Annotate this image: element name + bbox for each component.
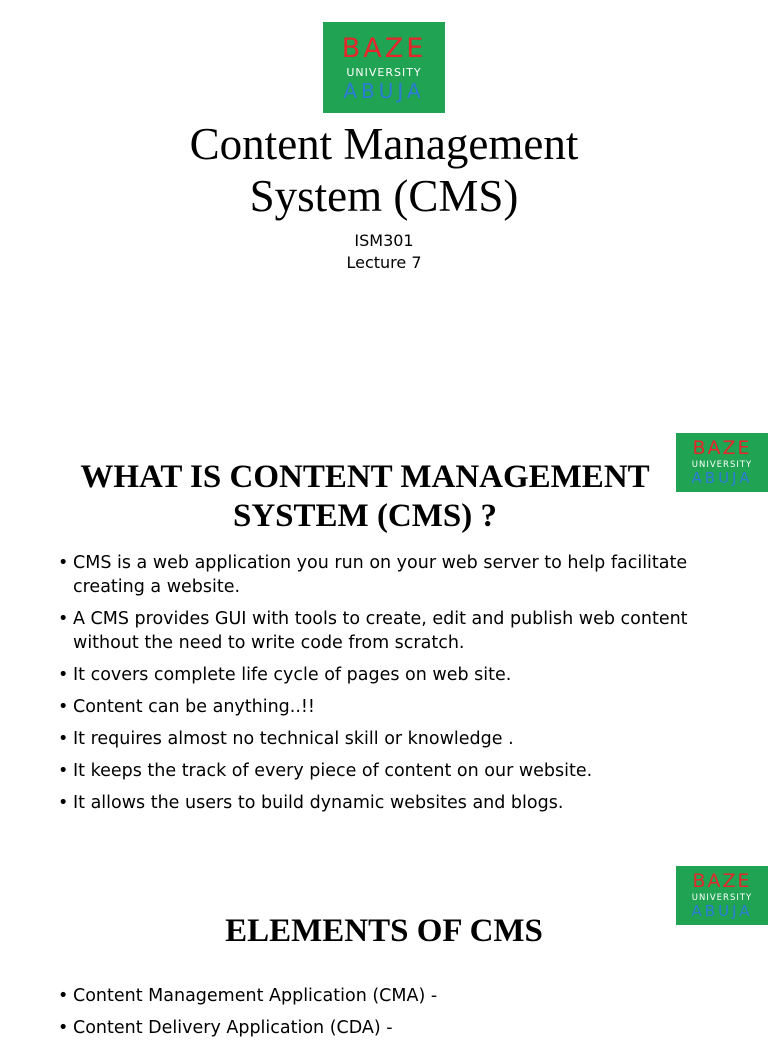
heading-line-1: WHAT IS CONTENT MANAGEMENT xyxy=(80,459,650,495)
list-item xyxy=(58,607,748,655)
list-item-text: It keeps the track of every piece of content on our website. xyxy=(73,761,593,781)
list-item-text: Content can be anything..!! xyxy=(73,697,315,717)
logo-abuja-text: ABUJA xyxy=(691,902,753,921)
list-item-text: It allows the users to build dynamic websites and blogs. xyxy=(73,793,564,813)
title-line-2: System (CMS) xyxy=(249,171,519,221)
slide-subtitle xyxy=(0,230,768,274)
slide-elements-of-cms xyxy=(0,840,768,1038)
lecture-number: Lecture 7 xyxy=(346,253,422,272)
list-item-text: It covers complete life cycle of pages on web site. xyxy=(73,665,512,685)
logo-baze-text: BAZE xyxy=(692,436,752,459)
bullet-icon: • xyxy=(58,1018,69,1038)
slide-what-is-cms xyxy=(0,410,768,840)
list-item xyxy=(58,663,748,687)
slide-title-heading xyxy=(0,118,768,222)
logo-abuja-text: ABUJA xyxy=(691,469,753,488)
bullet-list xyxy=(58,984,748,1048)
bullet-icon: • xyxy=(58,729,69,749)
list-item-text: Content Management Application (CMA) - xyxy=(73,986,438,1006)
list-item xyxy=(58,1016,748,1040)
bullet-icon: • xyxy=(58,609,69,629)
list-item xyxy=(58,984,748,1008)
slide-title xyxy=(0,0,768,410)
list-item xyxy=(58,727,748,751)
bullet-icon: • xyxy=(58,553,69,573)
list-item-text: It requires almost no technical skill or knowledge . xyxy=(73,729,514,749)
list-item xyxy=(58,551,748,599)
baze-university-logo xyxy=(323,22,445,113)
list-item-text: CMS is a web application you run on your web server to help facilitate creating a website. xyxy=(73,553,688,597)
course-code: ISM301 xyxy=(354,231,414,250)
logo-university-text: UNIVERSITY xyxy=(691,459,753,470)
bullet-list xyxy=(58,551,748,823)
bullet-icon: • xyxy=(58,793,69,813)
list-item-text: A CMS provides GUI with tools to create, edit and publish web content without the need to write code from scratch. xyxy=(73,609,688,653)
logo-baze-text: BAZE xyxy=(692,869,752,892)
slide-heading xyxy=(40,458,690,536)
title-line-1: Content Management xyxy=(189,119,579,169)
logo-university-text: UNIVERSITY xyxy=(346,65,422,79)
bullet-icon: • xyxy=(58,665,69,685)
list-item-text: Content Delivery Application (CDA) - xyxy=(73,1018,393,1038)
list-item xyxy=(58,759,748,783)
logo-university-text: UNIVERSITY xyxy=(691,892,753,903)
list-item xyxy=(58,695,748,719)
bullet-icon: • xyxy=(58,697,69,717)
bullet-icon: • xyxy=(58,761,69,781)
logo-baze-text: BAZE xyxy=(341,32,427,64)
list-item xyxy=(58,791,748,815)
bullet-icon: • xyxy=(58,986,69,1006)
logo-abuja-text: ABUJA xyxy=(343,78,425,103)
slide-heading: ELEMENTS OF CMS xyxy=(225,913,543,949)
heading-line-2: SYSTEM (CMS) ? xyxy=(232,498,498,534)
